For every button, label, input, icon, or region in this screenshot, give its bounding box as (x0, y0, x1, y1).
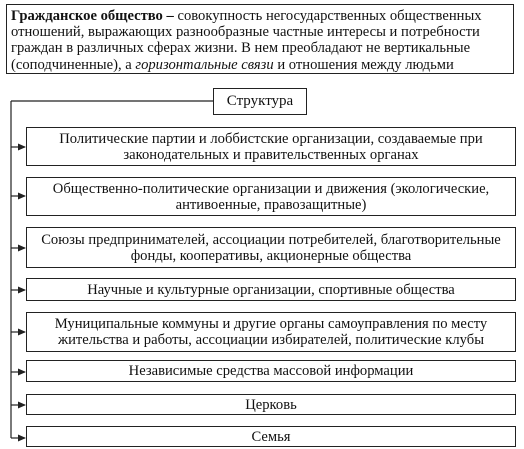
structure-box: Структура (213, 88, 307, 115)
definition-text-end: и отношения между людьми (273, 56, 454, 73)
structure-item-political-parties: Политические партии и лоббистские организации, создаваемые при законодательных и правительственных органах (26, 127, 516, 166)
definition-term: Гражданское общество – (11, 8, 174, 24)
structure-item-public-movements: Общественно-политические организации и движения (экологические, антивоенные, правозащитные) (26, 177, 516, 216)
structure-item-family: Семья (26, 426, 516, 447)
structure-item-independent-media: Независимые средства массовой информации (26, 360, 516, 382)
structure-item-scientific-cultural: Научные и культурные организации, спортивные общества (26, 278, 516, 301)
structure-item-church: Церковь (26, 394, 516, 415)
structure-item-entrepreneur-unions: Союзы предпринимателей, ассоциации потребителей, благотворительные фонды, кооперативы, акционерные общества (26, 227, 516, 268)
structure-item-municipal-communes: Муниципальные коммуны и другие органы самоуправления по месту жительства и работы, ассоциации избирателей, политические клубы (26, 312, 516, 352)
definition-emphasis: горизонтальные связи (135, 56, 274, 73)
definition-text: совокупность негосударственных общественных отношений, выражающих разнообразные частные интересы и потребности граждан в различных сферах жизни. В нем преобладают не вертикальные (соподчиненные), а (11, 8, 482, 73)
